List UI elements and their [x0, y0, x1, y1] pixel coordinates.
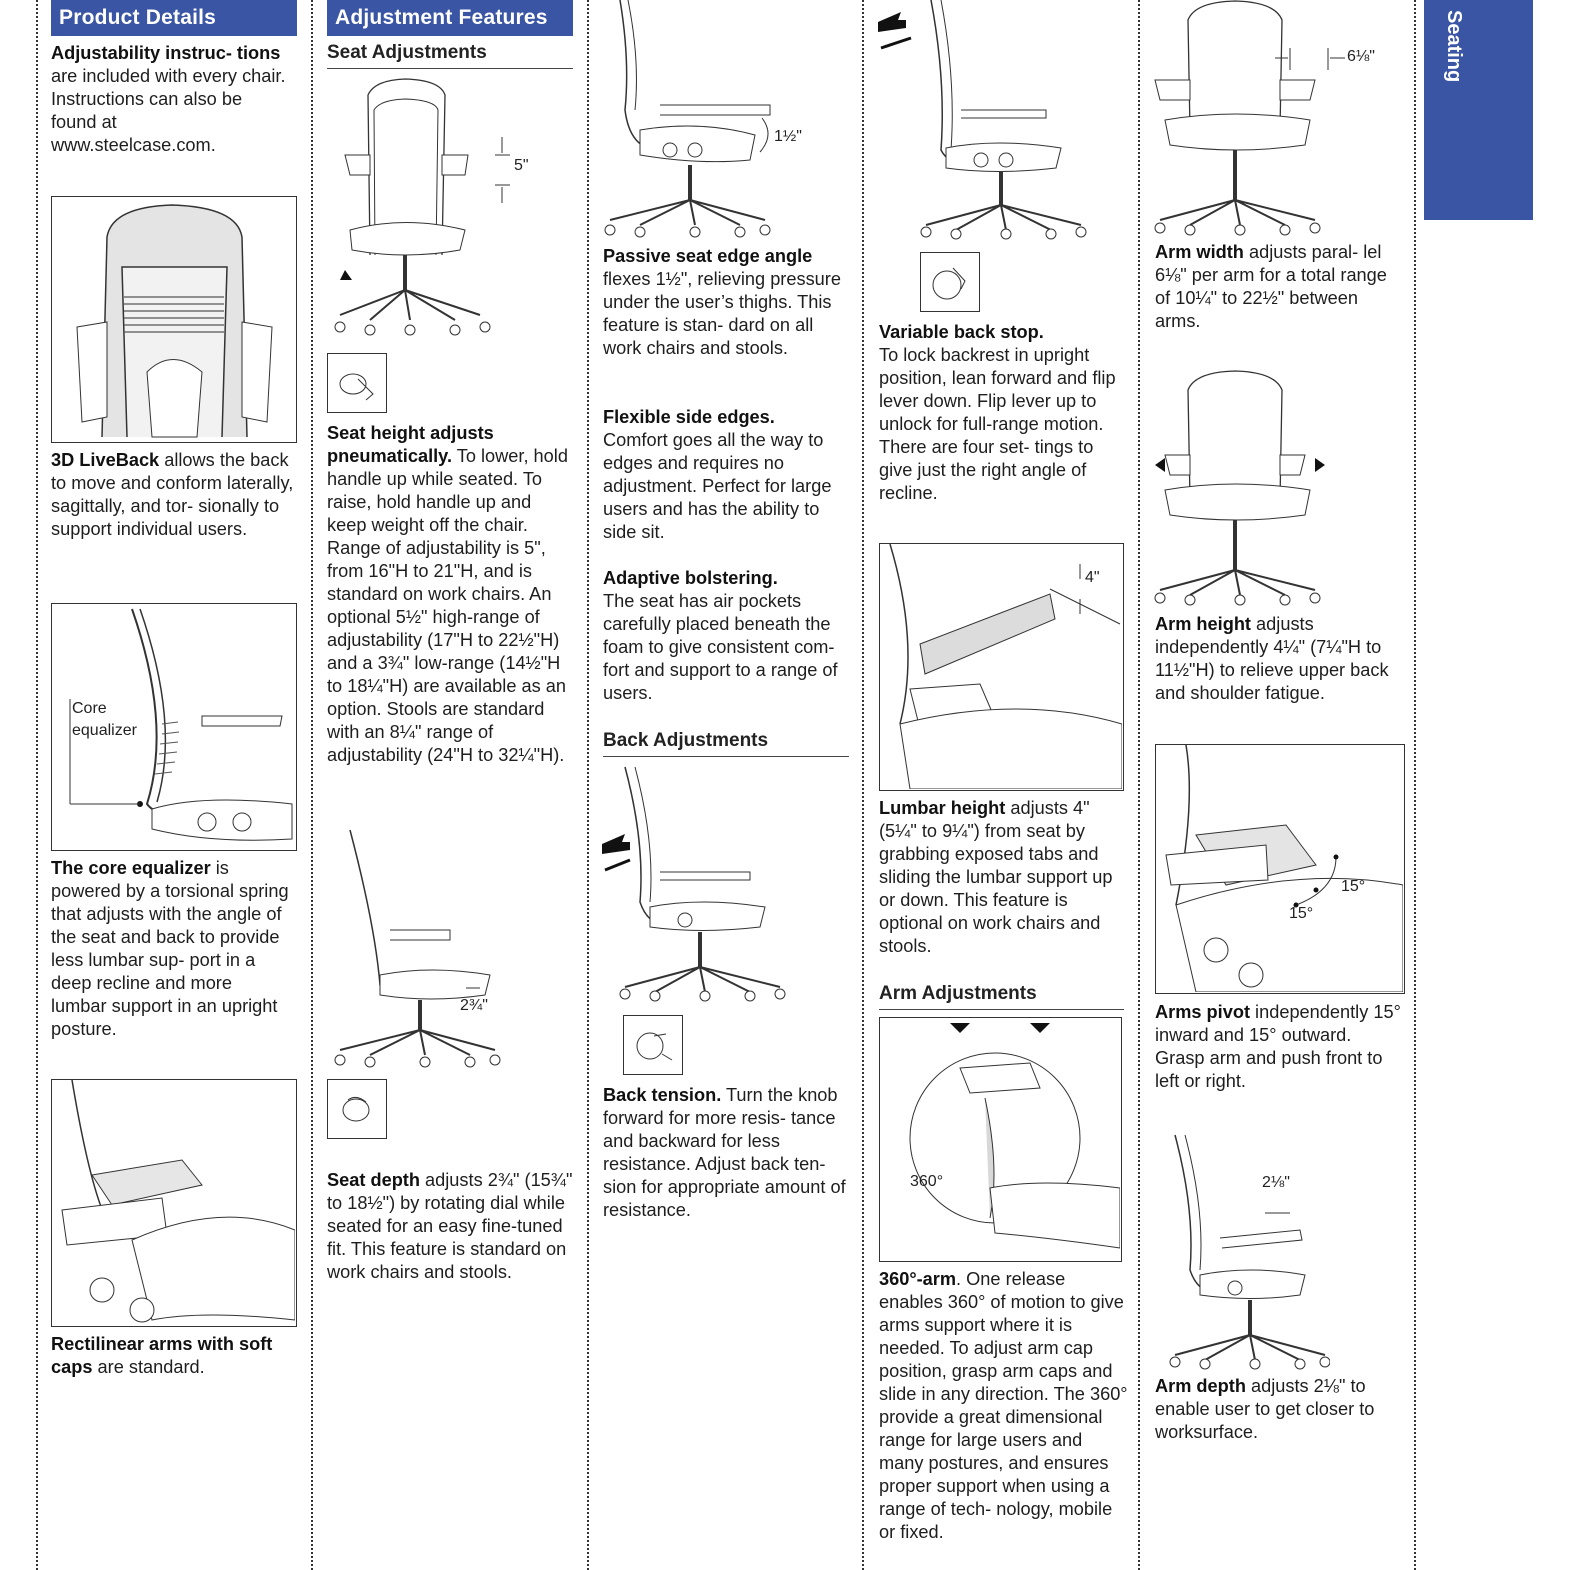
- arms-pivot-text: Arms pivot independently 15° inward and 15° outward. Grasp arm and push front to left or right.: [1155, 1002, 1401, 1091]
- arm-360-text: 360°-arm. One release enables 360° of motion to give arms support where it is needed. To adjust arm cap position, grasp arm caps and slide in any direction. The 360° provide a great dimensional range for large users and many postures, and ensures proper support when using a range of tech- nology, mobile or fixed.: [879, 1269, 1128, 1542]
- adjustment-features-column: [327, 0, 573, 69]
- chair-back-illustration: [52, 197, 295, 441]
- arm-depth-text: Arm depth adjusts 2⅛" to enable user to get closer to worksurface.: [1155, 1376, 1375, 1442]
- column-divider: [36, 0, 38, 1570]
- passive-seat-edge-text: Passive seat edge angle flexes 1½", relieving pressure under the user’s thighs. This feature is stan- dard on all work chairs and stools.: [603, 246, 841, 358]
- core-equalizer-text: The core equalizer is powered by a torsional spring that adjusts with the angle of the seat and back to provide less lumbar sup- port in a deep recline and more lumbar support in an upright posture.: [51, 858, 289, 1039]
- seat-depth-dial-icon: [327, 1079, 387, 1139]
- seat-depth-text: Seat depth adjusts 2¾" (15¾" to 18½") by rotating dial while seated for an easy fine-tuned fit. This feature is standard on work chairs and stools.: [327, 1170, 573, 1282]
- variable-back-stop-text: Variable back stop. To lock backrest in upright position, lean forward and flip lever down. Flip lever up to unlock for full-range motion. There are four set- tings to give just the right angle of recline.: [879, 322, 1116, 503]
- rectilinear-arms-figure: [51, 1079, 297, 1327]
- seat-depth-dimension: 2¾": [460, 997, 488, 1014]
- product-details-banner: Product Details: [51, 0, 297, 36]
- flexible-side-edges-text: Flexible side edges. Comfort goes all the way to edges and requires no adjustment. Perfect for large users and has the ability to side sit.: [603, 407, 832, 542]
- back-adjustments-section: [603, 724, 849, 757]
- adaptive-bolstering-text: Adaptive bolstering. The seat has air pockets carefully placed beneath the foam to give consistent com- fort and support to a range of users.: [603, 568, 838, 703]
- seat-depth-illustration: [330, 825, 530, 1070]
- back-tension-knob-icon: [623, 1015, 683, 1075]
- seat-edge-dimension: 1½": [774, 128, 802, 145]
- arm-width-text: Arm width adjusts paral- lel 6⅛" per arm for a total range of 10¼" to 22½" between arms.: [1155, 242, 1387, 331]
- section-tab-seating[interactable]: [1424, 0, 1533, 220]
- pivot-outward-dimension: 15°: [1341, 878, 1366, 895]
- lumbar-height-text: Lumbar height adjusts 4" (5¼" to 9¼") from seat by grabbing exposed tabs and sliding the lumbar support up or down. This feature is optional on work chairs and stools.: [879, 798, 1113, 956]
- arm-360-figure: [879, 1017, 1122, 1262]
- product-details-column: [51, 0, 297, 36]
- arm-depth-dimension: 2⅛": [1262, 1174, 1290, 1191]
- arm-height-illustration: [1150, 370, 1330, 610]
- seat-height-text: Seat height adjusts pneumatically. To lower, hold handle up while seated. To raise, hold handle up and keep weight off the chair. Range of adjustability is 5", from 16"H to 21"H, and is standard on work chairs. An optional 5½" high-range of adjustability (17"H to 22½"H) and a 3¾" low-range (14½"H to 18¼"H) are available as an option. Stools are standard with an 8¼" range of adjustability (24"H to 32¼"H).: [327, 423, 568, 765]
- column-divider: [311, 0, 313, 1570]
- seat-adjustments-heading: Seat Adjustments: [327, 39, 573, 69]
- arm-height-text: Arm height adjusts independently 4¼" (7¼"H to 11½"H) to relieve upper back and shoulder fatigue.: [1155, 614, 1389, 703]
- lumbar-height-dimension: 4": [1085, 569, 1100, 586]
- rectilinear-arms-text: Rectilinear arms with soft caps are standard.: [51, 1334, 273, 1377]
- back-tension-text: Back tension. Turn the knob forward for more resis- tance and backward for less resistance. Adjust back ten- sion for appropriate amount of resistance.: [603, 1085, 846, 1220]
- arm-adjustments-heading: Arm Adjustments: [879, 980, 1124, 1010]
- seat-height-dimension: 5": [514, 157, 529, 174]
- adjustment-features-banner: Adjustment Features: [327, 0, 573, 36]
- arm-width-illustration: [1150, 0, 1400, 240]
- arm-pivot-figure: [1155, 744, 1405, 994]
- core-equalizer-figure: [51, 603, 297, 851]
- lumbar-height-figure: [879, 543, 1124, 791]
- section-tab-label: Seating: [1443, 10, 1465, 83]
- column-divider: [1414, 0, 1416, 1570]
- seat-height-lever-icon: [327, 353, 387, 413]
- variable-back-stop-illustration: [876, 0, 1096, 245]
- liveback-text: 3D LiveBack allows the back to move and conform laterally, sagittally, and tor- sionally to support individual users.: [51, 450, 294, 539]
- pivot-inward-dimension: 15°: [1289, 905, 1314, 922]
- back-tension-illustration: [600, 762, 800, 1002]
- arm-depth-illustration: [1150, 1130, 1330, 1375]
- liveback-chair-figure: [51, 196, 297, 443]
- arm-cap-illustration: [52, 1080, 295, 1325]
- core-equalizer-label: Core equalizer: [72, 700, 137, 739]
- back-stop-lever-icon: [920, 252, 980, 312]
- arm-adjustments-section: [879, 977, 1124, 1010]
- arm-360-dimension: 360°: [910, 1173, 944, 1190]
- back-adjustments-heading: Back Adjustments: [603, 727, 849, 757]
- passive-seat-edge-illustration: [600, 0, 840, 240]
- column-divider: [862, 0, 864, 1570]
- column-divider: [1138, 0, 1140, 1570]
- arm-width-dimension: 6⅛": [1347, 48, 1375, 65]
- adjustability-instructions-text: Adjustability instruc- tions are included with every chair. Instructions can also be found at www.steelcase.com.: [51, 43, 286, 155]
- column-divider: [587, 0, 589, 1570]
- seat-height-illustration: [330, 75, 530, 345]
